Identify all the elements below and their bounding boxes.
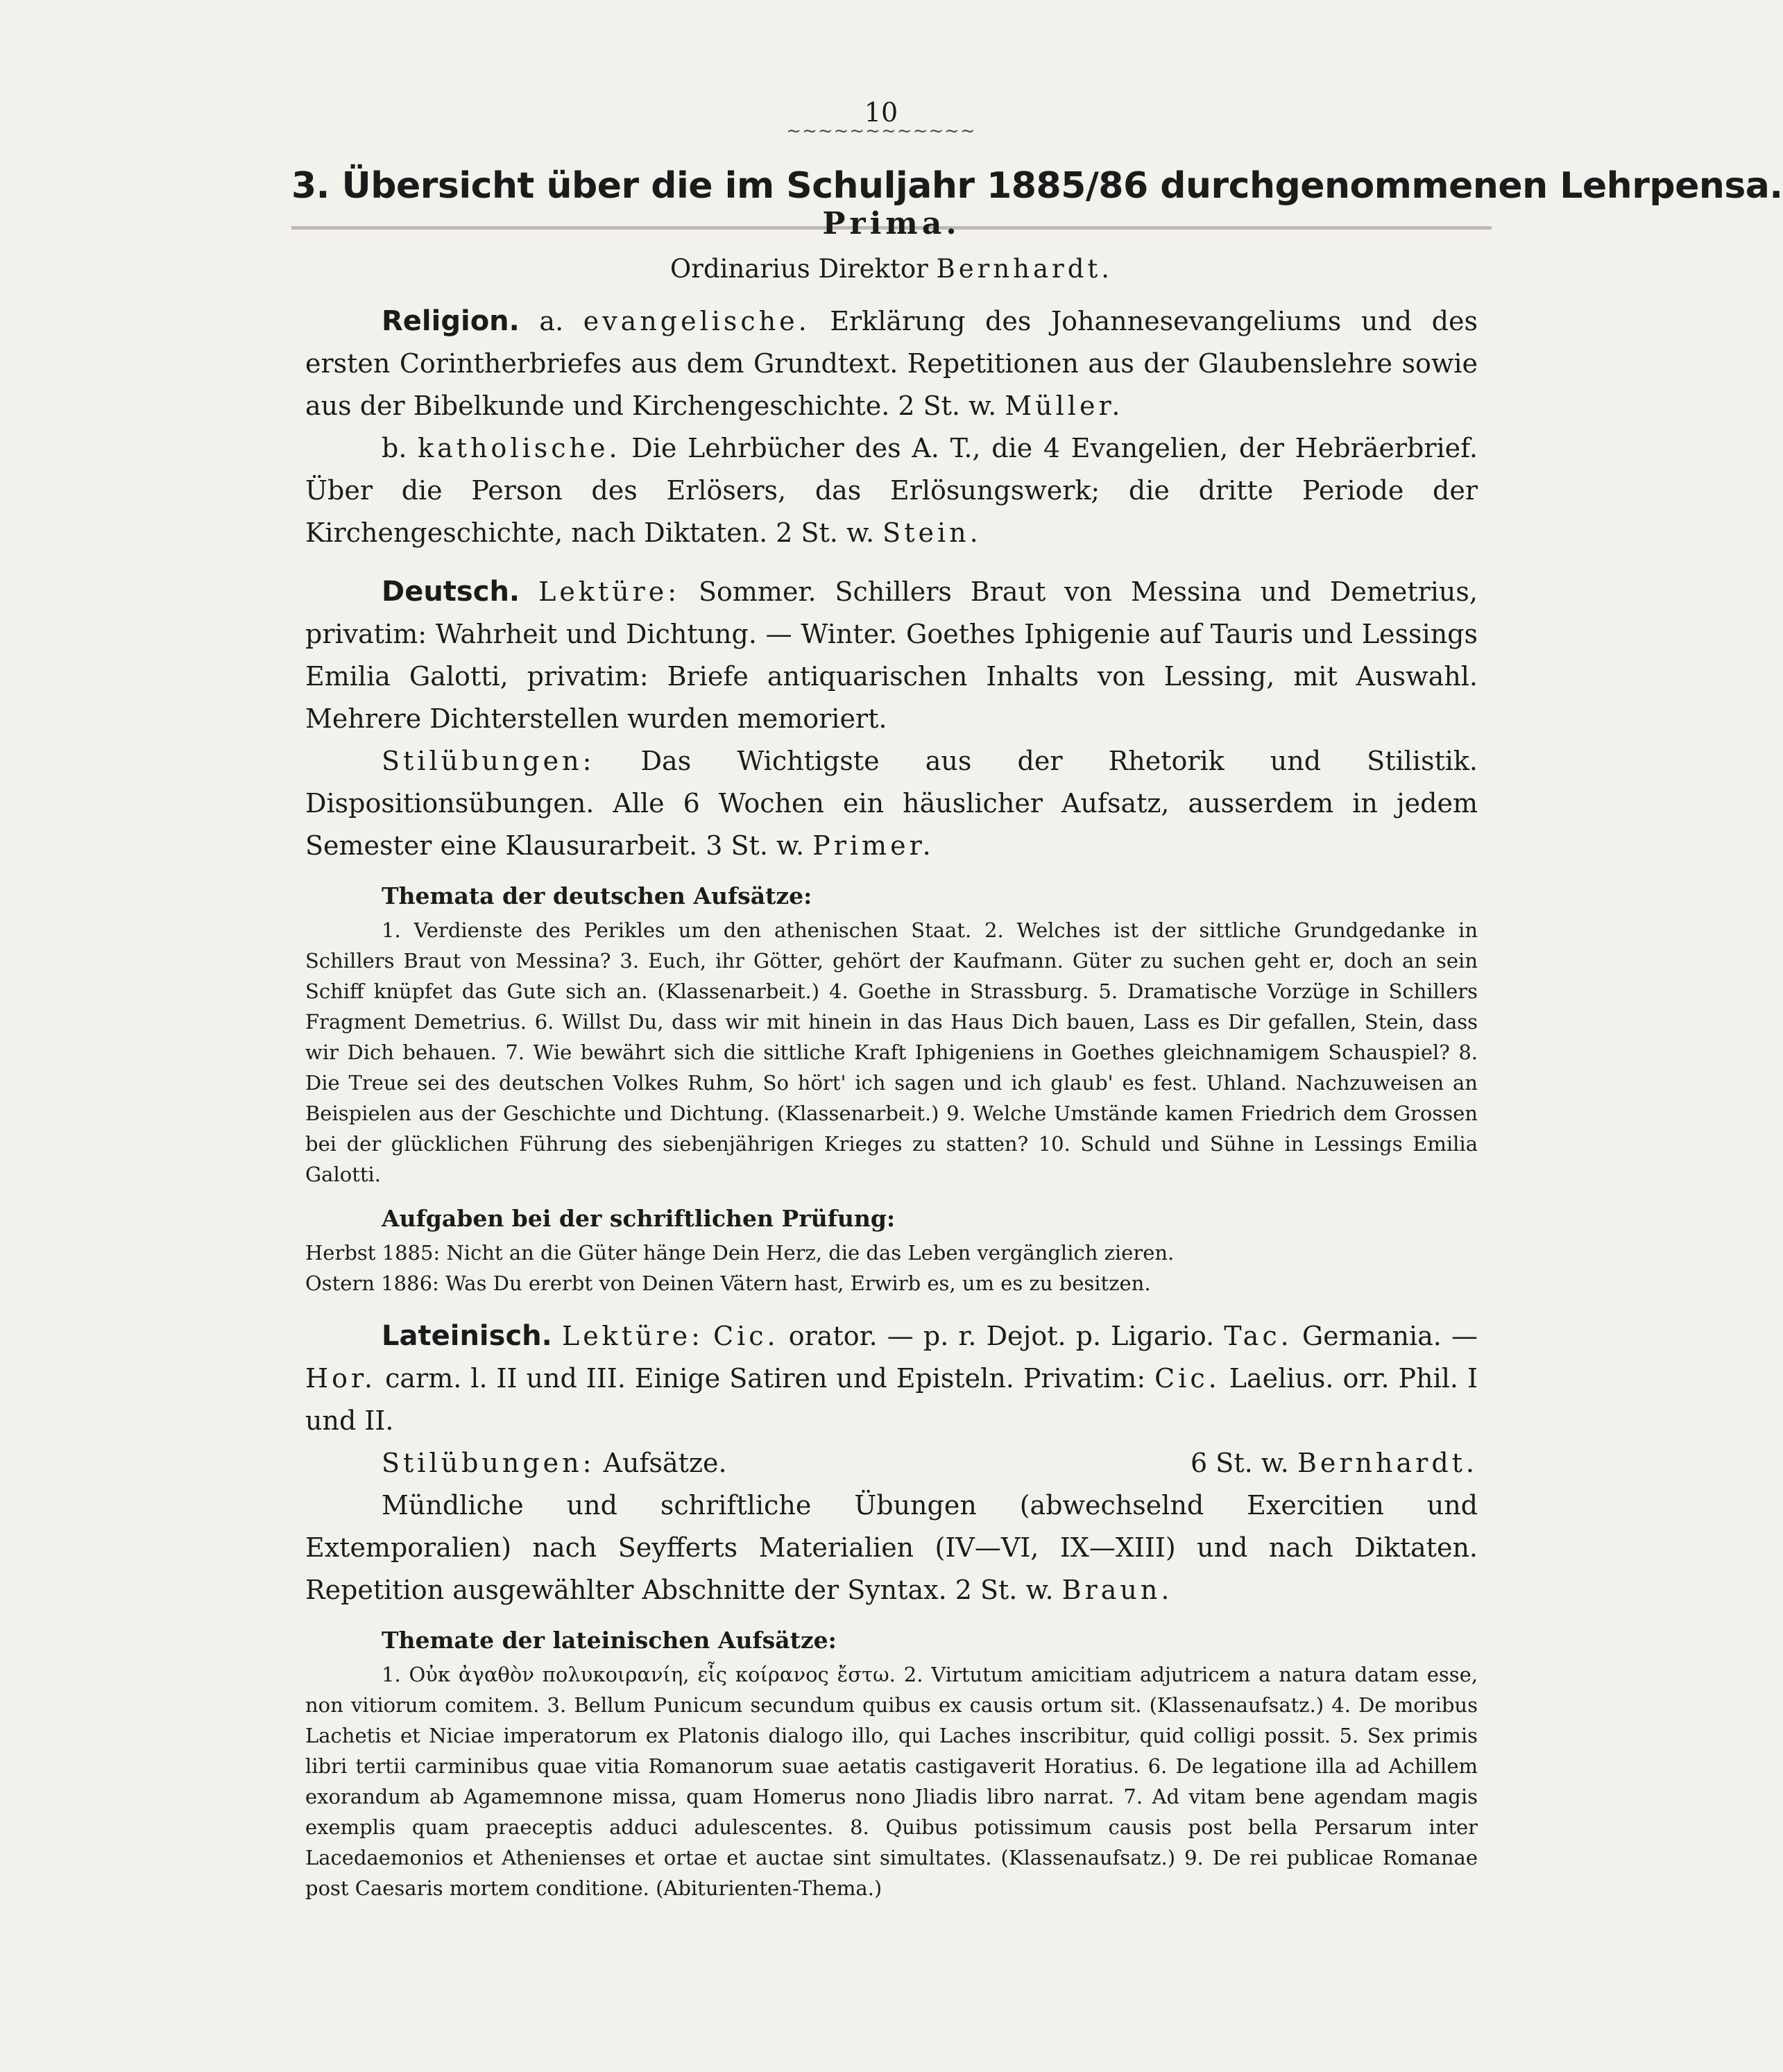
class-title: Prima.: [822, 206, 961, 241]
religion-a-teacher: Müller.: [1005, 391, 1124, 421]
latein-stil-label: Stilübungen:: [382, 1448, 595, 1478]
latein-oral-teacher: Braun.: [1061, 1575, 1173, 1605]
ordinarius-line: [305, 254, 1478, 284]
latein-author-hor: Hor.: [305, 1363, 377, 1394]
religion-a-paragraph: [305, 300, 1478, 427]
latein-text-1: orator. — p. r. Dejot. p. Ligario.: [788, 1321, 1215, 1351]
subject-deutsch: Deutsch.: [382, 576, 520, 608]
religion-b-denomination: katholische.: [418, 433, 621, 463]
deutsch-lektuere-paragraph: [305, 571, 1478, 740]
deutsch-themes-heading: Themata der deutschen Aufsätze:: [382, 882, 812, 909]
latein-author-tac: Tac.: [1224, 1321, 1293, 1351]
deutsch-teacher: Primer.: [812, 830, 935, 861]
latein-themes-text: 1. Οὐκ ἀγαθὸν πολυκοιρανίη, εἷς κοίρανος ἔστω. 2. Virtutum amicitiam adjutricem a natura datam esse, non vitiorum comitem. 3. Bellum Punicum secundum quibus ex causis ortum sit. (Klassenaufsatz.) 4. De moribus Lachetis et Niciae imperatorum ex Platonis dialogo illo, qui Laches inscribitur, quid colligi possit. 5. Sex primis libri tertii carminibus quae vitia Romanorum suae aetatis castigaverit Horatius. 6. De legatione illa ad Achillem exorandum ab Agamemnone missa, quam Homerus nono Jliadis libro narrat. 7. Ad vitam bene agendam magis exemplis quam praeceptis adduci adulescentes. 8. Quibus potissimum causis post bella Persarum inter Lacedaemonios et Athenienses et ortae et auctae sint simultates. (Klassenaufsatz.) 9. De rei publicae Romanae post Caesaris mortem conditione. (Abiturienten-Thema.): [305, 1663, 1478, 1900]
latein-text-2: Germania. —: [1302, 1321, 1478, 1351]
latein-author-cic-2: Cic.: [1154, 1363, 1220, 1394]
latein-stil-teacher: Bernhardt.: [1297, 1448, 1478, 1478]
religion-b-label: b.: [382, 433, 407, 463]
page-heading: 3. Übersicht über die im Schuljahr 1885/86 durchgenommenen Lehrpensa.: [291, 165, 1783, 207]
ordinarius-name: Bernhardt.: [936, 254, 1114, 284]
religion-b-teacher: Stein.: [882, 517, 982, 548]
latein-author-cic: Cic.: [713, 1321, 779, 1351]
latein-stil-paragraph: [305, 1442, 1478, 1484]
latein-text-3: carm. l. II und III. Einige Satiren und Episteln. Privatim:: [385, 1363, 1146, 1394]
religion-b-text: Die Lehrbücher des A. T., die 4 Evangelien, der Hebräerbrief. Über die Person des Erlösers, das Erlösungswerk; die dritte Periode der Kirchengeschichte, nach Diktaten. 2 St. w.: [305, 433, 1478, 548]
latein-oral-text: Mündliche und schriftliche Übungen (abwechselnd Exercitien und Extemporalien) nach Seyfferts Materialien (IV—VI, IX—XIII) und nach Diktaten. Repetition ausgewählter Abschnitte der Syntax. 2 St. w.: [305, 1490, 1478, 1605]
deutsch-lektuere-text: Sommer. Schillers Braut von Messina und Demetrius, privatim: Wahrheit und Dichtung. — Winter. Goethes Iphigenie auf Tauris und Lessings Emilia Galotti, privatim: Briefe antiquarischen Inhalts von Lessing, mit Auswahl. Mehrere Dichterstellen wurden memoriert.: [305, 576, 1478, 734]
latein-stil-right: [1114, 1442, 1478, 1484]
latein-stil-hours: 6 St. w.: [1191, 1448, 1289, 1478]
ornament-line: ~~~~~~~~~~~~: [786, 121, 976, 142]
deutsch-themes-text: 1. Verdienste des Perikles um den athenischen Staat. 2. Welches ist der sittliche Grundgedanke in Schillers Braut von Messina? 3. Euch, ihr Götter, gehört der Kaufmann. Güter zu suchen geht er, doch an sein Schiff knüpfet das Gute sich an. (Klassenarbeit.) 4. Goethe in Strassburg. 5. Dramatische Vorzüge in Schillers Fragment Demetrius. 6. Willst Du, dass wir mit hinein in das Haus Dich bauen, Lass es Dir gefallen, Stein, dass wir Dich behauen. 7. Wie bewährt sich die sittliche Kraft Iphigeniens in Goethes gleichnamigem Schauspiel? 8. Die Treue sei des deutschen Volkes Ruhm, So hört' ich sagen und ich glaub' es fest. Uhland. Nachzuweisen an Beispielen aus der Geschichte und Dichtung. (Klassenarbeit.) 9. Welche Umstände kamen Friedrich dem Grossen bei der glücklichen Führung des siebenjährigen Krieges zu statten? 10. Schuld und Sühne in Lessings Emilia Galotti.: [305, 918, 1478, 1186]
deutsch-stil-label: Stilübungen:: [382, 746, 595, 776]
exam-autumn: Herbst 1885: Nicht an die Güter hänge Dein Herz, die das Leben vergänglich zieren.: [305, 1241, 1175, 1265]
page-number: 10: [864, 97, 898, 128]
subject-latein: Lateinisch.: [382, 1320, 552, 1352]
religion-a-label: a.: [539, 306, 564, 336]
subject-religion: Religion.: [382, 305, 520, 337]
latein-lektuere-label: Lektüre:: [561, 1321, 703, 1351]
latein-lektuere-paragraph: [305, 1315, 1478, 1442]
deutsch-stil-paragraph: [305, 740, 1478, 867]
exam-easter: Ostern 1886: Was Du ererbt von Deinen Vätern hast, Erwirb es, um es zu besitzen.: [305, 1272, 1151, 1295]
latein-text-4: Laelius. orr. Phil. I und II.: [305, 1363, 1478, 1436]
deutsch-exam-heading: Aufgaben bei der schriftlichen Prüfung:: [382, 1205, 896, 1232]
latein-themes-heading: Themate der lateinischen Aufsätze:: [382, 1627, 837, 1654]
latein-oral-paragraph: [305, 1484, 1478, 1611]
religion-b-paragraph: [305, 427, 1478, 554]
deutsch-stil-text: Das Wichtigste aus der Rhetorik und Stilistik. Dispositionsübungen. Alle 6 Wochen ein häuslicher Aufsatz, ausserdem in jedem Semester eine Klausurarbeit. 3 St. w.: [305, 746, 1478, 861]
ordinarius-label: Ordinarius Direktor: [669, 254, 928, 284]
religion-a-denomination: evangelische.: [583, 306, 810, 336]
deutsch-lektuere-label: Lektüre:: [538, 576, 681, 607]
latein-stil-text: Aufsätze.: [603, 1448, 727, 1478]
religion-a-text: Erklärung des Johannesevangeliums und des ersten Corintherbriefes aus dem Grundtext. Repetitionen aus der Glaubenslehre sowie aus der Bibelkunde und Kirchengeschichte. 2 St. w.: [305, 306, 1478, 421]
